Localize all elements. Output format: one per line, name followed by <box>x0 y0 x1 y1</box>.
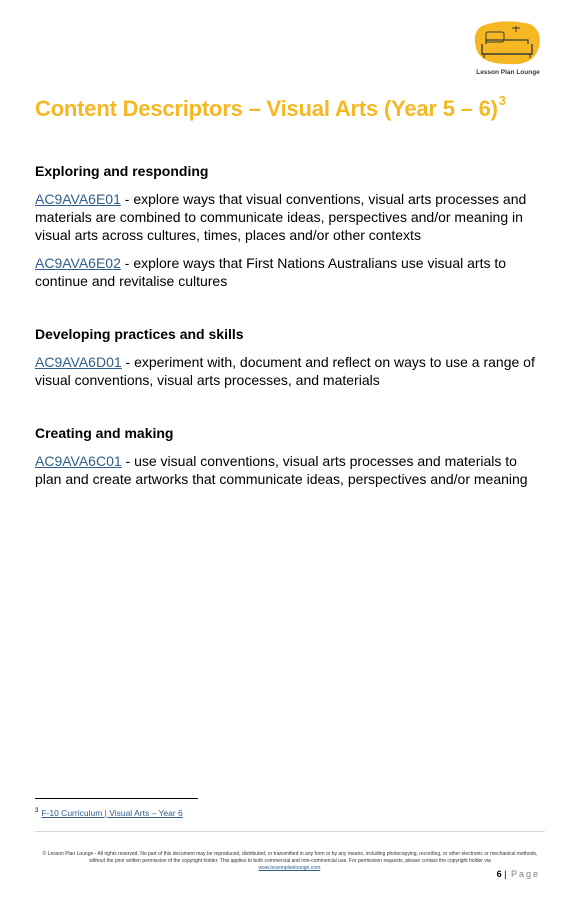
section-heading: Exploring and responding <box>35 163 209 179</box>
footnote-divider <box>35 798 198 799</box>
page-title: Content Descriptors – Visual Arts (Year 5 – 6)$^3$ <box>35 93 506 121</box>
section-heading: Developing practices and skills <box>35 326 244 342</box>
descriptor-code-link[interactable]: AC9AVA6C01 <box>35 453 122 469</box>
copyright-notice: © Lesson Plan Lounge - All rights reserved. No part of this document may be reproduced, distributed, or transmitted in any form or by any means, including photocopying, recording, or other electronic or mechanical methods, without the prior written permission of the copyright holder. This applies to both commercial and non-commercial use. For permission requests, please contact the copyright holder via www.lessonplanlounge.com. <box>42 851 538 871</box>
section-creating-making <box>35 424 545 488</box>
descriptor-text: - use visual conventions, visual arts processes and materials to plan and create artworks that communicate ideas, perspectives and/or meaning <box>35 453 528 487</box>
logo-text: Lesson Plan Lounge <box>476 69 540 76</box>
page-number-value: 6 <box>496 869 502 879</box>
title-footnote-ref: 3 <box>498 93 506 108</box>
copyright-text: © Lesson Plan Lounge - All rights reserved. No part of this document may be reproduced, distributed, or transmitted in any form or by any means, including photocopying, recording, or other electronic or mechanical methods, without the prior written permission of the copyright holder. This applies to both commercial and non-commercial use. For permission requests, please contact the copyright holder via <box>42 851 538 864</box>
section-heading: Creating and making <box>35 425 174 441</box>
page-number <box>497 869 540 879</box>
descriptor-item <box>35 254 545 290</box>
descriptor-code-link[interactable]: AC9AVA6E02 <box>35 255 121 271</box>
footer-divider <box>35 831 545 832</box>
descriptor-item <box>35 353 545 389</box>
descriptor-code-link[interactable]: AC9AVA6E01 <box>35 191 121 207</box>
descriptor-text: - explore ways that First Nations Australians use visual arts to continue and revitalise cultures <box>35 255 507 289</box>
website-link[interactable]: www.lessonplanlounge.com <box>258 865 321 871</box>
sofa-logo-icon <box>472 20 544 68</box>
footnote-number: 3 <box>35 808 39 815</box>
footnote <box>35 808 183 818</box>
page-label: Page <box>510 869 540 879</box>
descriptor-code-link[interactable]: AC9AVA6D01 <box>35 354 122 370</box>
descriptor-text: - explore ways that visual conventions, visual arts processes and materials are combined to communicate ideas, perspectives and/or meaning in visual arts across cultures, times, places and/or other contexts <box>35 191 527 243</box>
page-separator: | <box>501 869 509 879</box>
descriptor-item <box>35 452 545 488</box>
section-developing-practices <box>35 325 545 389</box>
brand-logo <box>466 20 550 80</box>
descriptor-item <box>35 190 545 244</box>
section-exploring-responding <box>35 162 545 290</box>
descriptor-text: - experiment with, document and reflect on ways to use a range of visual conventions, visual arts processes, and materials <box>35 354 535 388</box>
footnote-link[interactable]: F-10 Curriculum | Visual Arts – Year 6 <box>41 808 183 818</box>
